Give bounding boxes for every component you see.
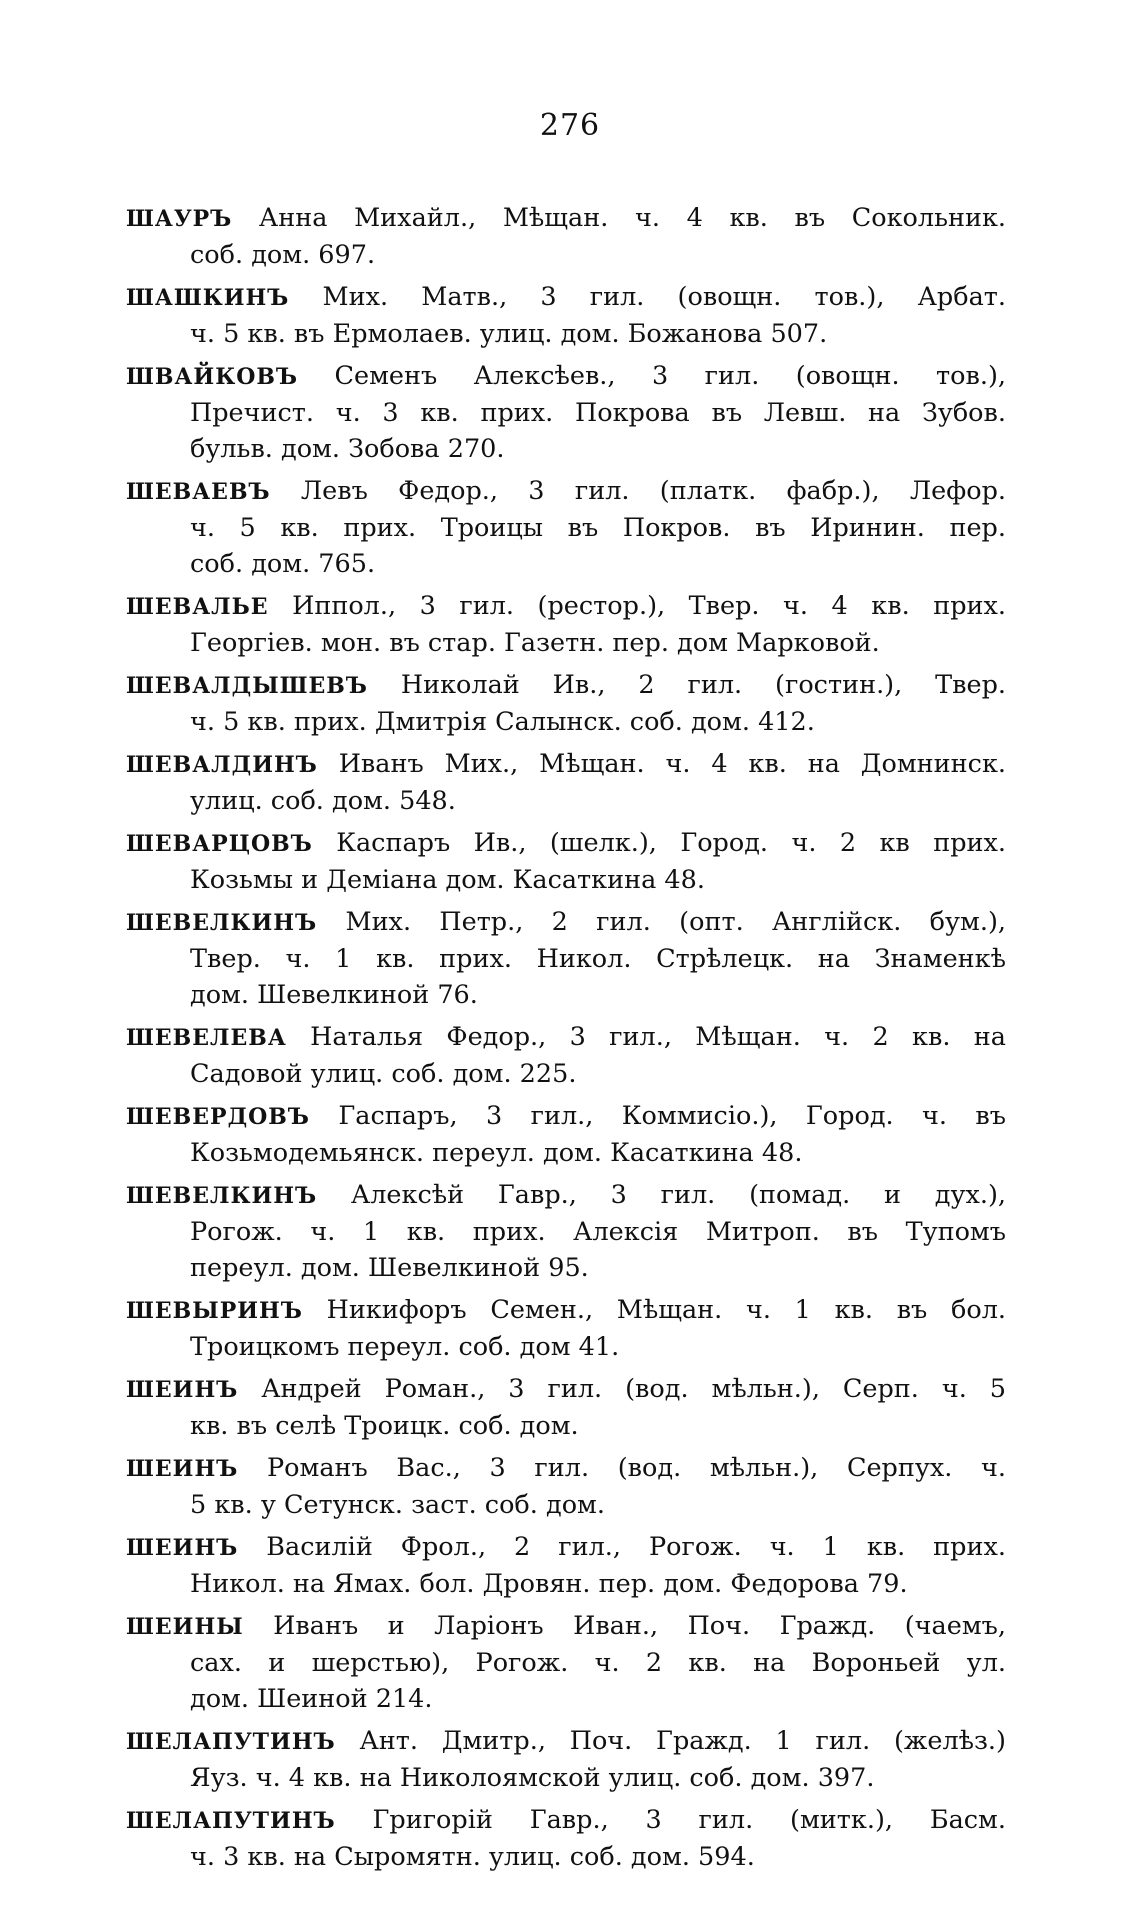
- entry-first-text: Мих. Петр., 2 гил. (опт. Англійск. бум.),: [345, 907, 1006, 937]
- entry-surname: ШЕВАЕВЪ: [126, 479, 271, 505]
- entry-surname: ШЕЛАПУТИНЪ: [126, 1729, 336, 1755]
- entry-surname: ШЕВЫРИНЪ: [126, 1298, 303, 1324]
- entry-continuation-line: соб. дом. 697.: [190, 240, 376, 270]
- entry-surname: ШЕИНЫ: [126, 1614, 244, 1640]
- directory-entry: [126, 279, 1006, 352]
- entry-first-line: [126, 473, 1006, 510]
- entry-first-text: Наталья Федор., 3 гил., Мѣщан. ч. 2 кв. на: [310, 1022, 1006, 1052]
- directory-entry: [126, 1371, 1006, 1444]
- entry-surname: ШЕВАРЦОВЪ: [126, 831, 313, 857]
- entry-first-line: [126, 1098, 1006, 1135]
- directory-entry: [126, 200, 1006, 273]
- entry-first-text: Анна Михайл., Мѣщан. ч. 4 кв. въ Сокольник.: [258, 203, 1006, 233]
- entry-continuation-line: Георгіев. мон. въ стар. Газетн. пер. дом Марковой.: [190, 628, 880, 658]
- entry-first-line: [126, 279, 1006, 316]
- entry-first-text: Иванъ Мих., Мѣщан. ч. 4 кв. на Домнинск.: [338, 749, 1006, 779]
- entry-first-text: Андрей Роман., 3 гил. (вод. мѣльн.), Серп. ч. 5: [261, 1374, 1006, 1404]
- directory-entry: [126, 667, 1006, 740]
- entry-first-text: Николай Ив., 2 гил. (гостин.), Твер.: [400, 670, 1006, 700]
- entry-continuation-line: Козьмы и Деміана дом. Касаткина 48.: [190, 865, 705, 895]
- entry-continuation-line: Рогож. ч. 1 кв. прих. Алексія Митроп. въ Тупомъ: [190, 1217, 1006, 1247]
- entry-surname: ШЕЛАПУТИНЪ: [126, 1808, 336, 1834]
- entry-surname: ШЕВАЛДИНЪ: [126, 752, 318, 778]
- entry-first-text: Ант. Дмитр., Поч. Гражд. 1 гил. (желѣз.): [359, 1726, 1006, 1756]
- entry-first-line: [126, 200, 1006, 237]
- directory-entry: [126, 1019, 1006, 1092]
- entry-continuation-line: кв. въ селѣ Троицк. соб. дом.: [190, 1411, 579, 1441]
- entry-continuation-line: переул. дом. Шевелкиной 95.: [190, 1253, 589, 1283]
- entry-continuation-line: ч. 5 кв. въ Ермолаев. улиц. дом. Божанова 507.: [190, 319, 828, 349]
- entry-first-text: Гаспаръ, 3 гил., Коммисіо.), Город. ч. въ: [338, 1101, 1006, 1131]
- entry-surname: ШЕВАЛЬЕ: [126, 594, 269, 620]
- entry-first-line: [126, 1723, 1006, 1760]
- entry-continuation-line: ч. 5 кв. прих. Дмитрія Салынск. соб. дом. 412.: [190, 707, 815, 737]
- entry-continuation-line: Козьмодемьянск. переул. дом. Касаткина 48.: [190, 1138, 803, 1168]
- directory-entry: [126, 358, 1006, 467]
- entry-first-line: [126, 1019, 1006, 1056]
- entry-first-text: Романъ Вас., 3 гил. (вод. мѣльн.), Серпух. ч.: [266, 1453, 1006, 1483]
- entry-surname: ШАУРЪ: [126, 206, 233, 232]
- entry-continuation-line: соб. дом. 765.: [190, 549, 376, 579]
- entry-continuation-line: ч. 5 кв. прих. Троицы въ Покров. въ Иринин. пер.: [190, 513, 1006, 543]
- entry-first-line: [126, 1292, 1006, 1329]
- entry-continuation-line: дом. Шевелкиной 76.: [190, 980, 478, 1010]
- entry-continuation-line: сах. и шерстью), Рогож. ч. 2 кв. на Вороньей ул.: [190, 1648, 1006, 1678]
- entry-continuation-line: Троицкомъ переул. соб. дом 41.: [190, 1332, 620, 1362]
- directory-entry: [126, 1608, 1006, 1717]
- entry-first-line: [126, 667, 1006, 704]
- directory-entry: [126, 1802, 1006, 1875]
- entry-continuation-line: бульв. дом. Зобова 270.: [190, 434, 505, 464]
- entry-first-text: Семенъ Алексѣев., 3 гил. (овощн. тов.),: [334, 361, 1006, 391]
- entry-surname: ШВАЙКОВЪ: [126, 364, 299, 390]
- directory-entry: [126, 1450, 1006, 1523]
- entry-first-line: [126, 825, 1006, 862]
- entry-surname: ШЕИНЪ: [126, 1377, 239, 1403]
- directory-entry: [126, 904, 1006, 1013]
- entry-first-text: Иванъ и Ларіонъ Иван., Поч. Гражд. (чаемъ,: [273, 1611, 1006, 1641]
- entry-continuation-line: Твер. ч. 1 кв. прих. Никол. Стрѣлецк. на Знаменкѣ: [190, 944, 1006, 974]
- entry-continuation-line: улиц. соб. дом. 548.: [190, 786, 456, 816]
- entry-first-line: [126, 1177, 1006, 1214]
- entry-first-text: Каспаръ Ив., (шелк.), Город. ч. 2 кв прих.: [336, 828, 1006, 858]
- entry-first-line: [126, 1371, 1006, 1408]
- entry-surname: ШЕВЕЛЕВА: [126, 1025, 287, 1051]
- directory-entry: [126, 1292, 1006, 1365]
- entry-first-line: [126, 588, 1006, 625]
- entry-continuation-line: Никол. на Ямах. бол. Дровян. пер. дом. Федорова 79.: [190, 1569, 908, 1599]
- entry-surname: ШЕИНЪ: [126, 1535, 239, 1561]
- directory-entry: [126, 746, 1006, 819]
- page-number: 276: [539, 108, 601, 143]
- entry-first-text: Григорій Гавр., 3 гил. (митк.), Басм.: [372, 1805, 1006, 1835]
- entry-first-line: [126, 1802, 1006, 1839]
- entry-first-line: [126, 1450, 1006, 1487]
- entry-continuation-line: Пречист. ч. 3 кв. прих. Покрова въ Левш. на Зубов.: [190, 398, 1006, 428]
- entry-first-line: [126, 904, 1006, 941]
- entry-first-line: [126, 1529, 1006, 1566]
- directory-entry: [126, 1723, 1006, 1796]
- entry-surname: ШАШКИНЪ: [126, 285, 290, 311]
- entry-continuation-line: дом. Шеиной 214.: [190, 1684, 433, 1714]
- directory-entry: [126, 473, 1006, 582]
- entry-surname: ШЕВЕРДОВЪ: [126, 1104, 310, 1130]
- entry-first-line: [126, 746, 1006, 783]
- entry-first-text: Иппол., 3 гил. (рестор.), Твер. ч. 4 кв. прих.: [292, 591, 1006, 621]
- entry-first-text: Мих. Матв., 3 гил. (овощн. тов.), Арбат.: [322, 282, 1006, 312]
- entry-continuation-line: 5 кв. у Сетунск. заст. соб. дом.: [190, 1490, 605, 1520]
- entry-first-text: Никифоръ Семен., Мѣщан. ч. 1 кв. въ бол.: [326, 1295, 1006, 1325]
- entry-first-text: Алексѣй Гавр., 3 гил. (помад. и дух.),: [350, 1180, 1006, 1210]
- directory-entry: [126, 1098, 1006, 1171]
- entry-surname: ШЕВЕЛКИНЪ: [126, 1183, 318, 1209]
- entry-first-text: Левъ Федор., 3 гил. (платк. фабр.), Лефор.: [300, 476, 1006, 506]
- entry-continuation-line: Яуз. ч. 4 кв. на Николоямской улиц. соб. дом. 397.: [190, 1763, 875, 1793]
- directory-entry: [126, 588, 1006, 661]
- entry-surname: ШЕВАЛДЫШЕВЪ: [126, 673, 368, 699]
- entry-first-line: [126, 358, 1006, 395]
- directory-entries: [126, 200, 1006, 1881]
- entry-first-line: [126, 1608, 1006, 1645]
- entry-surname: ШЕВЕЛКИНЪ: [126, 910, 318, 936]
- entry-continuation-line: ч. 3 кв. на Сыромятн. улиц. соб. дом. 594.: [190, 1842, 755, 1872]
- entry-surname: ШЕИНЪ: [126, 1456, 239, 1482]
- directory-entry: [126, 825, 1006, 898]
- directory-entry: [126, 1177, 1006, 1286]
- entry-first-text: Василій Фрол., 2 гил., Рогож. ч. 1 кв. прих.: [266, 1532, 1006, 1562]
- directory-entry: [126, 1529, 1006, 1602]
- entry-continuation-line: Садовой улиц. соб. дом. 225.: [190, 1059, 577, 1089]
